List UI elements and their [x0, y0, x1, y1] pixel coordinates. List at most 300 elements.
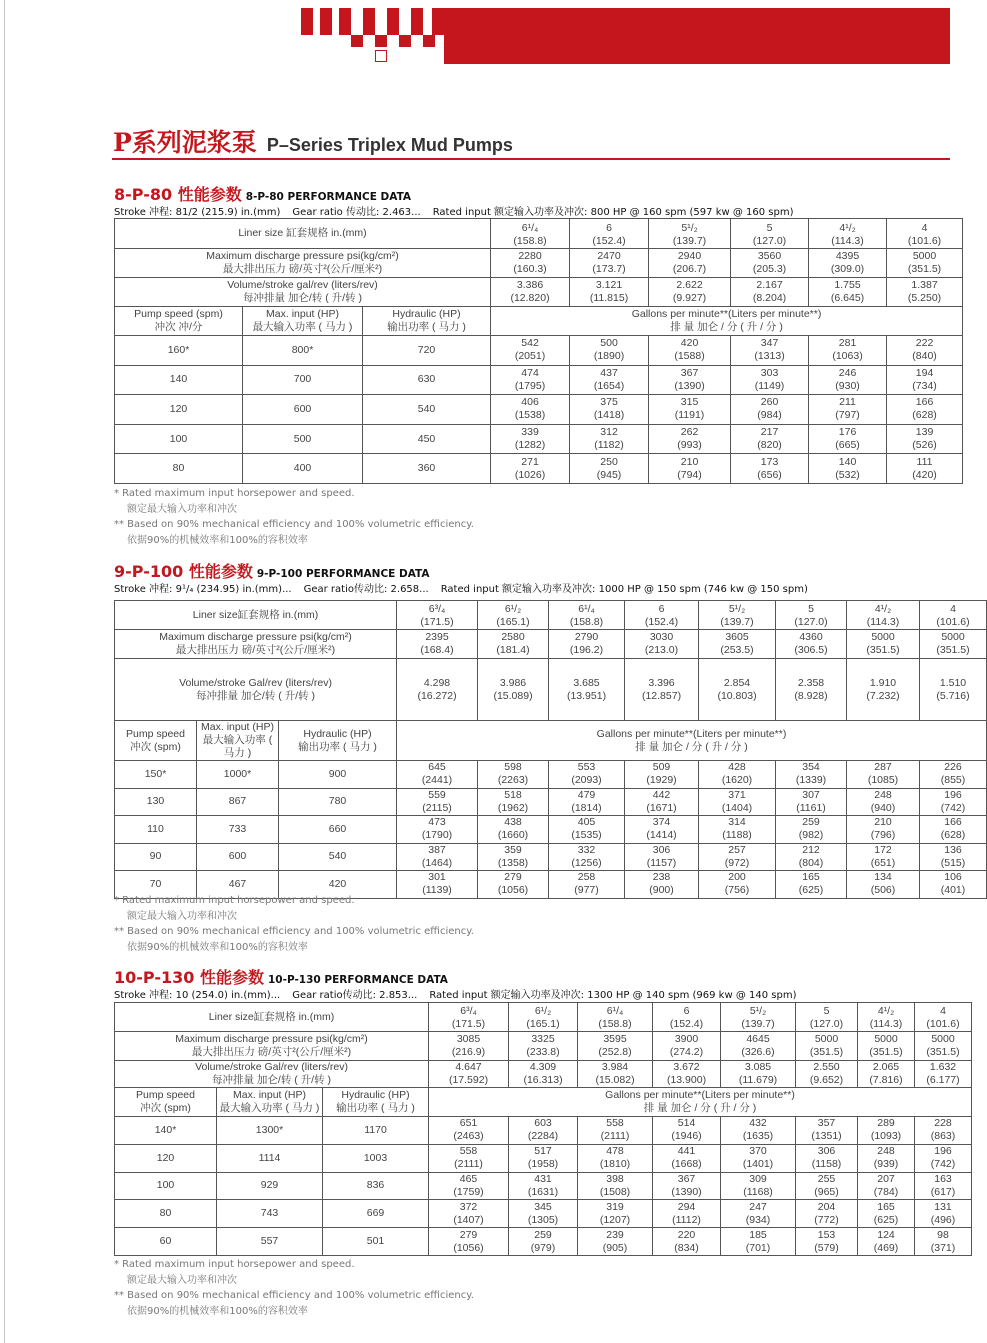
- lpm-value: (1946): [671, 1130, 702, 1143]
- volume-stroke-cell: [776, 659, 847, 721]
- gpm-cell: [429, 1144, 509, 1172]
- hydraulic-cell: 836: [323, 1172, 429, 1200]
- gpm-cell: [858, 1200, 915, 1228]
- gpm-value: 354: [802, 761, 820, 774]
- gpm-value: 387: [428, 843, 446, 856]
- gpm-value: 287: [874, 761, 892, 774]
- gpm-cell: [653, 1172, 721, 1200]
- gpm-cell: [721, 1117, 796, 1145]
- gpm-cell: [776, 816, 847, 844]
- gpm-value: 306: [652, 843, 671, 856]
- gpm-cell: [887, 395, 963, 425]
- gear-ratio-value: Gear ratio传动比: 2.658...: [303, 584, 429, 595]
- gpm-value: 98: [937, 1228, 949, 1241]
- gpm-cell: [570, 395, 649, 425]
- lpm-value: (794): [677, 468, 702, 481]
- stroke-value: Stroke 冲程: 9¹/₄ (234.95) in.(mm)...: [114, 584, 292, 595]
- gpm-value: 509: [652, 761, 671, 774]
- gpm-cell: [776, 871, 847, 899]
- liner-size-cell: [429, 1003, 509, 1032]
- gpm-cell: [887, 365, 963, 395]
- lpm-value: (972): [724, 856, 750, 869]
- lpm-value: (2093): [571, 774, 602, 787]
- gpm-value: 259: [802, 816, 820, 829]
- pressure-psi: 5000: [814, 1033, 839, 1045]
- gpm-value: 194: [915, 366, 934, 379]
- lpm-value: (977): [574, 884, 599, 897]
- gpm-value: 370: [749, 1145, 767, 1158]
- lpm-value: (1404): [721, 801, 753, 814]
- table-row: [115, 788, 987, 816]
- liner-size-in: 4: [950, 603, 956, 615]
- liner-size-mm: (171.5): [451, 1018, 486, 1030]
- gpm-cell: [721, 1228, 796, 1256]
- volume-gal: 1.510: [939, 676, 967, 689]
- performance-table: [114, 218, 963, 484]
- gpm-cell: [491, 365, 570, 395]
- lpm-value: (2284): [527, 1130, 559, 1143]
- liner-size-mm: (101.6): [936, 616, 970, 628]
- lpm-value: (625): [798, 884, 824, 897]
- gpm-cell: [858, 1117, 915, 1145]
- table-row: [115, 843, 987, 871]
- pressure-kgcm2: (351.5): [809, 1046, 844, 1058]
- lpm-value: (804): [798, 856, 824, 869]
- volume-stroke-label-cn: 每冲排量 加仑/转 ( 升/转 ): [212, 1074, 331, 1086]
- lpm-value: (1660): [497, 829, 529, 842]
- volume-stroke-label: [115, 659, 397, 721]
- section-heading-cn: 10-P-130 性能参数: [114, 968, 264, 987]
- pressure-kgcm2: (351.5): [866, 644, 900, 656]
- gpm-value: 598: [504, 761, 522, 774]
- gpm-cell: [915, 1228, 972, 1256]
- lpm-value: (1313): [754, 350, 785, 363]
- gpm-value: 124: [877, 1228, 895, 1241]
- gpm-value: 558: [459, 1145, 478, 1158]
- hydraulic-cell: 720: [363, 336, 491, 366]
- gpm-value: 217: [760, 426, 779, 439]
- gpm-cell: [429, 1228, 509, 1256]
- gpm-value: 303: [760, 366, 779, 379]
- lpm-value: (2441): [421, 774, 453, 787]
- gpm-cell: [397, 788, 478, 816]
- gpm-cell: [887, 424, 963, 454]
- gpm-cell: [491, 395, 570, 425]
- rated-input-value: Rated input 额定输入功率及冲次: 1300 HP @ 140 spm (969 kw @ 140 spm): [429, 990, 797, 1001]
- gpm-cell: [570, 454, 649, 484]
- max-input-cell: 1114: [217, 1144, 323, 1172]
- gpm-cell: [776, 788, 847, 816]
- gpm-value: 645: [428, 761, 446, 774]
- max-input-cell: 400: [243, 454, 363, 484]
- max-input-cell: 467: [197, 871, 279, 899]
- lpm-value: (1358): [497, 856, 529, 869]
- max-pressure-cell: [887, 249, 963, 278]
- pump-speed-cell: 140: [115, 365, 243, 395]
- liner-size-in: 4¹/₂: [839, 222, 856, 234]
- gpm-value: 518: [504, 788, 522, 801]
- lpm-value: (993): [677, 439, 702, 452]
- stroke-value: Stroke 冲程: 81/2 (215.9) in.(mm): [114, 207, 281, 218]
- gpm-value: 465: [459, 1172, 478, 1185]
- gpm-value: 259: [534, 1228, 552, 1241]
- volume-stroke-label: [115, 278, 491, 307]
- gpm-value: 438: [504, 816, 522, 829]
- volume-stroke-label: [115, 1061, 429, 1088]
- footnote-cn: 额定最大输入功率和冲次: [127, 503, 237, 515]
- lpm-value: (1671): [646, 801, 677, 814]
- gpm-cell: [731, 336, 809, 366]
- volume-stroke-label-cn: 每冲排量 加仑/转 ( 升/转 ): [243, 292, 363, 304]
- gpm-cell: [920, 816, 987, 844]
- gpm-header: [491, 307, 963, 336]
- gpm-cell: [721, 1144, 796, 1172]
- gpm-value: 406: [521, 396, 539, 409]
- gpm-value: 246: [838, 366, 857, 379]
- volume-stroke-cell: [649, 278, 731, 307]
- volume-liters: (9.927): [672, 292, 707, 304]
- rated-input-value: Rated input 额定输入功率及冲次: 1000 HP @ 150 spm (746 kw @ 150 spm): [440, 584, 808, 595]
- gpm-cell: [478, 871, 549, 899]
- volume-gal: 3.986: [499, 676, 527, 689]
- pressure-psi: 4645: [746, 1033, 770, 1045]
- gpm-cell: [847, 816, 920, 844]
- lpm-value: (905): [602, 1241, 628, 1254]
- hydraulic-header-cn: 输出功率 ( 马力 ): [387, 321, 466, 333]
- volume-gal: 3.685: [573, 676, 600, 689]
- max-input-header-en: Max. input (HP): [233, 1089, 306, 1101]
- pressure-kgcm2: (216.9): [451, 1046, 486, 1058]
- table-row: [115, 1228, 972, 1256]
- pressure-kgcm2: (351.5): [907, 263, 942, 275]
- pump-speed-header-cn: 冲次 (spm): [140, 1102, 191, 1114]
- gpm-value: 165: [877, 1200, 895, 1213]
- gear-ratio-value: Gear ratio传动比: 2.853...: [292, 990, 418, 1001]
- lpm-value: (1182): [594, 439, 624, 452]
- gpm-value: 279: [504, 871, 522, 884]
- gpm-value: 238: [652, 871, 671, 884]
- pressure-kgcm2: (306.5): [794, 644, 828, 656]
- gpm-cell: [796, 1200, 858, 1228]
- max-pressure-label-cn: 最大排出压力 磅/英寸²(公斤/厘米²): [191, 1046, 352, 1058]
- lpm-value: (1414): [646, 829, 677, 842]
- footnote-cn: 依据90%的机械效率和100%的容积效率: [127, 535, 308, 547]
- volume-stroke-cell: [549, 659, 625, 721]
- lpm-value: (1668): [671, 1158, 702, 1171]
- liner-size-row: [115, 1003, 972, 1032]
- gpm-cell: [397, 816, 478, 844]
- gpm-cell: [649, 336, 731, 366]
- gpm-value: 210: [874, 816, 892, 829]
- liner-size-row: [115, 219, 963, 249]
- lpm-value: (1401): [742, 1158, 774, 1171]
- gpm-value: 405: [577, 816, 596, 829]
- gpm-cell: [731, 454, 809, 484]
- volume-liters: (5.250): [907, 292, 942, 304]
- volume-liters: (16.313): [523, 1074, 563, 1086]
- liner-size-in: 6³/₄: [460, 1005, 477, 1017]
- gpm-value: 651: [459, 1117, 478, 1130]
- hydraulic-cell: 450: [363, 424, 491, 454]
- liner-size-mm: (114.3): [831, 235, 864, 247]
- gpm-cell: [721, 1172, 796, 1200]
- pressure-kgcm2: (173.7): [592, 263, 626, 275]
- liner-size-cell: [699, 601, 776, 630]
- gpm-value: 260: [760, 396, 779, 409]
- gpm-header-cn: 排 量 加仑 / 分 ( 升 / 分 ): [670, 321, 783, 333]
- rated-input-value: Rated input 额定输入功率及冲次: 800 HP @ 160 spm (597 kw @ 160 spm): [432, 207, 794, 218]
- performance-table: [114, 1002, 972, 1256]
- max-input-header-en: Max. input (HP): [266, 308, 339, 320]
- max-pressure-cell: [809, 249, 887, 278]
- gpm-cell: [649, 365, 731, 395]
- gpm-cell: [649, 395, 731, 425]
- liner-size-mm: (158.8): [569, 616, 604, 628]
- footnotes: [114, 1257, 474, 1320]
- gpm-header-cn: 排 量 加仑 / 分 ( 升 / 分 ): [643, 1102, 757, 1114]
- gpm-value: 111: [916, 455, 933, 468]
- lpm-value: (2463): [453, 1130, 484, 1143]
- lpm-value: (1620): [721, 774, 753, 787]
- lpm-value: (1795): [514, 379, 546, 392]
- liner-size-mm: (171.5): [420, 616, 454, 628]
- gpm-cell: [578, 1144, 653, 1172]
- gpm-cell: [721, 1200, 796, 1228]
- liner-size-mm: (139.7): [672, 235, 707, 247]
- hydraulic-cell: 1003: [323, 1144, 429, 1172]
- gpm-cell: [796, 1172, 858, 1200]
- pressure-psi: 4360: [799, 631, 823, 643]
- gpm-value: 542: [521, 337, 539, 350]
- gpm-cell: [731, 424, 809, 454]
- gpm-value: 307: [802, 788, 820, 801]
- volume-stroke-label-cn: 每冲排量 加仑/转 ( 升/转 ): [196, 689, 315, 702]
- lpm-value: (1256): [571, 856, 602, 869]
- section-heading: [114, 965, 448, 988]
- gpm-cell: [653, 1144, 721, 1172]
- gpm-value: 204: [817, 1200, 836, 1213]
- volume-stroke-cell: [858, 1061, 915, 1088]
- pump-speed-header-cn: 冲次 冲/分: [154, 321, 203, 333]
- lpm-value: (371): [930, 1241, 956, 1254]
- hydraulic-cell: 420: [279, 871, 397, 899]
- lpm-value: (1538): [514, 409, 546, 422]
- gpm-value: 357: [817, 1117, 836, 1130]
- pressure-psi: 5000: [874, 1033, 898, 1045]
- lpm-value: (820): [757, 439, 782, 452]
- gpm-cell: [549, 816, 625, 844]
- hydraulic-cell: 660: [279, 816, 397, 844]
- lpm-value: (469): [873, 1241, 899, 1254]
- gpm-cell: [570, 424, 649, 454]
- max-input-header: [243, 307, 363, 336]
- page-title-en: P–Series Triplex Mud Pumps: [266, 135, 513, 155]
- volume-stroke-row: [115, 1061, 972, 1088]
- footnote: * Rated maximum input horsepower and speed.: [114, 1259, 355, 1270]
- lpm-value: (1161): [796, 801, 826, 814]
- lpm-value: (939): [873, 1158, 899, 1171]
- gpm-cell: [776, 843, 847, 871]
- pump-speed-cell: 90: [115, 843, 197, 871]
- gpm-cell: [549, 761, 625, 789]
- gpm-cell: [699, 816, 776, 844]
- section-heading-cn: 9-P-100 性能参数: [114, 562, 253, 581]
- gpm-cell: [491, 336, 570, 366]
- lpm-value: (930): [835, 379, 860, 392]
- gpm-cell: [915, 1117, 972, 1145]
- lpm-value: (1056): [497, 884, 529, 897]
- gpm-value: 309: [749, 1172, 767, 1185]
- max-input-cell: 600: [197, 843, 279, 871]
- lpm-value: (2115): [422, 801, 452, 814]
- section-heading-en: 10-P-130 PERFORMANCE DATA: [267, 974, 448, 986]
- table-row: [115, 1200, 972, 1228]
- gpm-cell: [920, 761, 987, 789]
- gpm-value: 226: [944, 761, 962, 774]
- lpm-value: (855): [940, 774, 966, 787]
- liner-size-cell: [776, 601, 847, 630]
- lpm-value: (945): [596, 468, 622, 481]
- volume-gal: 2.550: [813, 1061, 840, 1073]
- volume-liters: (9.652): [809, 1074, 844, 1086]
- lpm-value: (742): [930, 1158, 956, 1171]
- liner-size-cell: [653, 1003, 721, 1032]
- table-row: [115, 1117, 972, 1145]
- stroke-value: Stroke 冲程: 10 (254.0) in.(mm)...: [114, 990, 281, 1001]
- gpm-cell: [809, 454, 887, 484]
- gpm-cell: [847, 843, 920, 871]
- table-row: [115, 761, 987, 789]
- stroke-info-line: [114, 580, 808, 595]
- gpm-cell: [429, 1117, 509, 1145]
- gpm-value: 153: [817, 1228, 836, 1241]
- volume-stroke-row: [115, 659, 987, 721]
- pressure-psi: 2470: [597, 250, 621, 262]
- liner-size-cell: [478, 601, 549, 630]
- table-row: [115, 424, 963, 454]
- gpm-cell: [478, 816, 549, 844]
- pressure-kgcm2: (252.8): [598, 1046, 632, 1058]
- gpm-value: 239: [606, 1228, 624, 1241]
- lpm-value: (628): [912, 409, 937, 422]
- liner-size-cell: [847, 601, 920, 630]
- gpm-value: 398: [606, 1172, 624, 1185]
- max-pressure-cell: [776, 630, 847, 659]
- lpm-value: (934): [745, 1213, 771, 1226]
- max-pressure-label-cn: 最大排出压力 磅/英寸²(公斤/厘米²): [222, 263, 383, 275]
- lpm-value: (1282): [514, 439, 546, 452]
- gpm-value: 479: [577, 788, 596, 801]
- lpm-value: (965): [814, 1185, 839, 1198]
- gpm-value: 196: [944, 788, 962, 801]
- gpm-value: 428: [728, 761, 746, 774]
- hydraulic-cell: 1170: [323, 1117, 429, 1145]
- page-title-cn: P系列泥浆泵: [113, 128, 257, 157]
- max-pressure-label: [115, 630, 397, 659]
- gpm-value: 345: [534, 1200, 552, 1213]
- gpm-value: 500: [600, 337, 618, 350]
- pressure-kgcm2: (351.5): [869, 1046, 903, 1058]
- lpm-value: (1814): [571, 801, 602, 814]
- liner-size-mm: (114.3): [869, 1018, 903, 1030]
- gpm-value: 271: [521, 455, 539, 468]
- gpm-cell: [491, 454, 570, 484]
- lpm-value: (1063): [832, 350, 863, 363]
- liner-size-cell: [731, 219, 809, 249]
- lpm-value: (784): [873, 1185, 899, 1198]
- pump-speed-header-en: Pump speed (spm): [134, 308, 223, 320]
- gpm-value: 517: [534, 1145, 552, 1158]
- pump-speed-cell: 100: [115, 424, 243, 454]
- gpm-header: [429, 1088, 972, 1117]
- gpm-value: 196: [934, 1145, 952, 1158]
- max-input-cell: 867: [197, 788, 279, 816]
- liner-size-in: 4: [940, 1005, 946, 1017]
- lpm-value: (840): [912, 350, 937, 363]
- column-header-row: [115, 1088, 972, 1117]
- gpm-value: 200: [728, 871, 746, 884]
- pressure-psi: 4395: [835, 250, 860, 262]
- gpm-cell: [429, 1200, 509, 1228]
- pump-speed-cell: 140*: [115, 1117, 217, 1145]
- liner-size-label: Liner size 缸套规格 in.(mm): [115, 219, 491, 249]
- lpm-value: (940): [870, 801, 896, 814]
- pressure-psi: 3900: [674, 1033, 699, 1045]
- max-pressure-row: [115, 1032, 972, 1061]
- footnote-cn: 依据90%的机械效率和100%的容积效率: [127, 1306, 308, 1318]
- gpm-cell: [699, 761, 776, 789]
- volume-liters: (6.177): [926, 1074, 960, 1086]
- max-pressure-cell: [699, 630, 776, 659]
- pump-speed-cell: 120: [115, 1144, 217, 1172]
- volume-liters: (15.089): [493, 689, 533, 702]
- gpm-value: 431: [534, 1172, 552, 1185]
- gpm-value: 136: [944, 843, 962, 856]
- pressure-kgcm2: (205.3): [752, 263, 787, 275]
- hydraulic-header-en: Hydraulic (HP): [392, 308, 461, 320]
- pump-speed-header-en: Pump speed: [126, 727, 185, 740]
- pressure-psi: 3560: [757, 250, 782, 262]
- max-pressure-cell: [397, 630, 478, 659]
- liner-size-cell: [887, 219, 963, 249]
- pressure-kgcm2: (309.0): [830, 263, 865, 275]
- gpm-value: 442: [652, 788, 671, 801]
- max-pressure-cell: [653, 1032, 721, 1061]
- volume-liters: (12.857): [641, 689, 682, 702]
- gpm-value: 478: [606, 1145, 624, 1158]
- max-pressure-cell: [920, 630, 987, 659]
- gpm-value: 559: [428, 788, 446, 801]
- gpm-value: 166: [915, 396, 934, 409]
- gpm-value: 315: [680, 396, 699, 409]
- max-pressure-cell: [847, 630, 920, 659]
- liner-size-cell: [920, 601, 987, 630]
- gpm-value: 163: [934, 1172, 952, 1185]
- lpm-value: (579): [814, 1241, 839, 1254]
- section-heading-cn: 8-P-80 性能参数: [114, 185, 242, 204]
- footnote: * Rated maximum input horsepower and speed.: [114, 895, 355, 906]
- volume-stroke-row: [115, 278, 963, 307]
- pump-speed-cell: 120: [115, 395, 243, 425]
- lpm-value: (420): [912, 468, 937, 481]
- lpm-value: (863): [930, 1130, 956, 1143]
- gpm-cell: [570, 336, 649, 366]
- gpm-value: 279: [459, 1228, 478, 1241]
- liner-size-in: 5¹/₂: [681, 222, 698, 234]
- lpm-value: (742): [940, 801, 966, 814]
- max-pressure-cell: [649, 249, 731, 278]
- gpm-value: 248: [874, 788, 892, 801]
